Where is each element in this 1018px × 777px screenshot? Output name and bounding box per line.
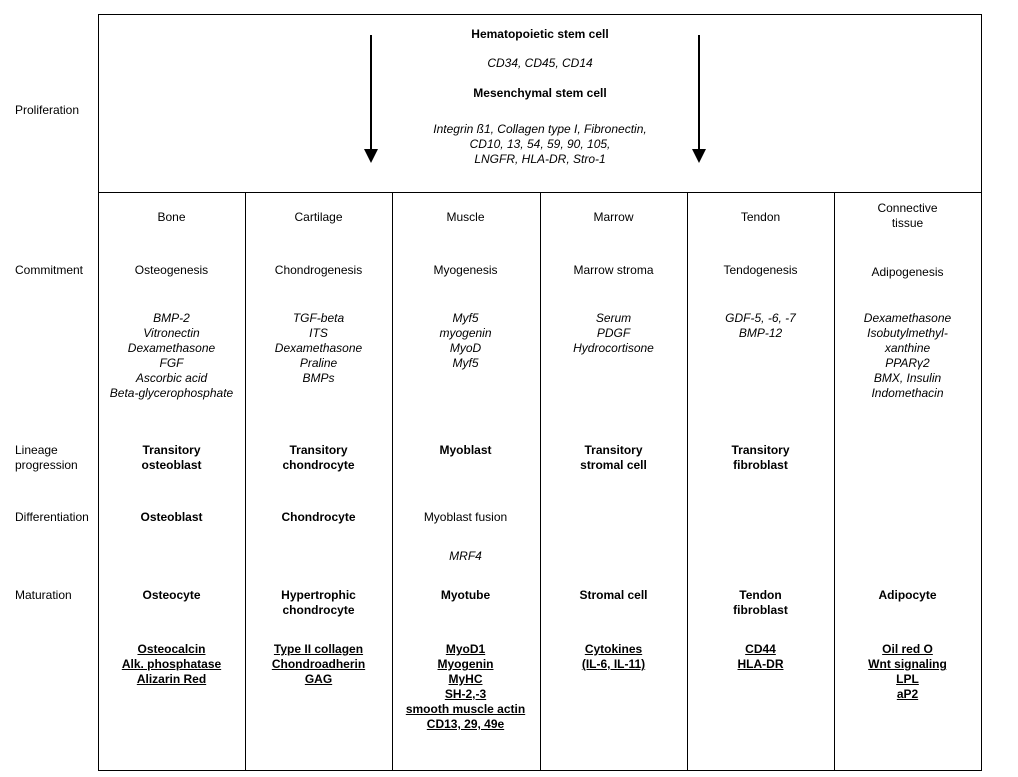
msc-markers-line-3: LNGFR, HLA-DR, Stro-1 xyxy=(474,152,606,166)
induction-factors xyxy=(540,311,687,356)
maturation-cell-line: Adipocyte xyxy=(878,588,937,602)
induction-factors-line: BMP-2 xyxy=(153,311,190,325)
tissue-label-line: Tendon xyxy=(740,210,781,224)
induction-factors-line: Myf5 xyxy=(452,356,479,370)
column-divider xyxy=(687,192,688,771)
commitment-label: Myogenesis xyxy=(433,263,498,277)
stage-label-commitment: Commitment xyxy=(15,263,84,277)
commitment-label: Adipogenesis xyxy=(871,265,944,279)
marker-list-line: aP2 xyxy=(896,687,919,701)
lineage-progression-cell-line: Transitory xyxy=(731,443,790,457)
induction-factors-line: Vitronectin xyxy=(143,326,200,340)
column-divider xyxy=(540,192,541,771)
induction-factors-line: xanthine xyxy=(884,341,931,355)
induction-factors-line: GDF-5, -6, -7 xyxy=(725,311,796,325)
induction-factors-line: myogenin xyxy=(439,326,492,340)
stage-label-lineage-line-1: Lineage xyxy=(15,443,58,457)
marker-list-line: MyoD1 xyxy=(445,642,486,656)
maturation-cell-line: chondrocyte xyxy=(282,603,355,617)
differentiation-factor: MRF4 xyxy=(449,549,482,563)
lineage-progression-cell-line: stromal cell xyxy=(580,458,647,472)
marker-list-line: Alizarin Red xyxy=(136,672,207,686)
left-arrow-shaft xyxy=(370,35,372,150)
induction-factors-line: PDGF xyxy=(596,326,631,340)
hsc-markers: CD34, CD45, CD14 xyxy=(487,56,593,70)
marker-list xyxy=(834,642,981,702)
stage-label-lineage-progression xyxy=(15,443,78,473)
maturation-cell-line: fibroblast xyxy=(733,603,788,617)
induction-factors-line: Hydrocortisone xyxy=(573,341,654,355)
lineage-progression-cell-line: Myoblast xyxy=(439,443,492,457)
marker-list xyxy=(392,642,539,732)
marker-list-line: smooth muscle actin xyxy=(405,702,526,716)
maturation-cell-line: Stromal cell xyxy=(579,588,648,602)
lineage-progression-cell-line: chondrocyte xyxy=(282,458,355,472)
maturation-cell xyxy=(834,588,981,603)
marker-list-line: Wnt signaling xyxy=(868,657,947,671)
marker-list-line: (IL-6, IL-11) xyxy=(581,657,646,671)
stage-label-maturation: Maturation xyxy=(15,588,72,602)
marker-list xyxy=(687,642,834,672)
marker-list xyxy=(245,642,392,687)
differentiation-cell: Myoblast fusion xyxy=(423,510,508,524)
induction-factors-line: Indomethacin xyxy=(871,386,944,400)
induction-factors-line: BMX, Insulin xyxy=(873,371,942,385)
msc-title: Mesenchymal stem cell xyxy=(473,86,607,100)
msc-markers-line-1: Integrin ß1, Collagen type I, Fibronectin, xyxy=(433,122,647,136)
lineage-progression-cell xyxy=(687,443,834,473)
tissue-label xyxy=(98,210,245,225)
marker-list-line: Type II collagen xyxy=(273,642,364,656)
marker-list-line: CD13, 29, 49e xyxy=(426,717,505,731)
commitment-label: Osteogenesis xyxy=(134,263,209,277)
lineage-progression-cell-line: Transitory xyxy=(289,443,348,457)
induction-factors-line: Isobutylmethyl- xyxy=(867,326,948,340)
maturation-cell-line: Tendon xyxy=(739,588,782,602)
maturation-cell-line: Hypertrophic xyxy=(281,588,356,602)
lineage-progression-cell xyxy=(392,443,539,458)
marker-list xyxy=(98,642,245,687)
lineage-progression-cell-line: osteoblast xyxy=(141,458,202,472)
right-arrow-head-icon xyxy=(692,149,706,163)
induction-factors-line: Serum xyxy=(595,311,632,325)
maturation-cell-line: Osteocyte xyxy=(142,588,201,602)
marker-list-line: CD44 xyxy=(745,642,776,656)
lineage-progression-cell-line: Transitory xyxy=(584,443,643,457)
induction-factors xyxy=(834,311,981,401)
induction-factors-line: ITS xyxy=(309,326,328,340)
induction-factors-line: BMPs xyxy=(302,371,335,385)
induction-factors-line: TGF-beta xyxy=(292,311,345,325)
commitment-label: Chondrogenesis xyxy=(274,263,363,277)
commitment-label: Tendogenesis xyxy=(723,263,798,277)
tissue-label xyxy=(687,210,834,225)
marker-list xyxy=(540,642,687,672)
stage-label-proliferation: Proliferation xyxy=(15,103,80,117)
stage-label-differentiation: Differentiation xyxy=(15,510,89,524)
marker-list-line: Cytokines xyxy=(584,642,643,656)
maturation-cell xyxy=(540,588,687,603)
marker-list-line: Osteocalcin xyxy=(137,642,206,656)
induction-factors-line: BMP-12 xyxy=(738,326,783,340)
tissue-label-line: Connective xyxy=(877,201,938,215)
induction-factors-line: PPARγ2 xyxy=(885,356,930,370)
marker-list-line: SH-2,-3 xyxy=(444,687,487,701)
lineage-progression-cell xyxy=(245,443,392,473)
marker-list-line: Oil red O xyxy=(882,642,933,656)
tissue-label xyxy=(245,210,392,225)
induction-factors xyxy=(392,311,539,371)
induction-factors-line: Beta-glycerophosphate xyxy=(109,386,234,400)
differentiation-cell: Osteoblast xyxy=(140,510,203,524)
tissue-label-line: Bone xyxy=(157,210,186,224)
tissue-label-line: Muscle xyxy=(446,210,485,224)
maturation-cell xyxy=(687,588,834,618)
lineage-progression-cell xyxy=(540,443,687,473)
lineage-progression-cell-line: Transitory xyxy=(142,443,201,457)
hsc-title: Hematopoietic stem cell xyxy=(471,27,609,41)
induction-factors-line: Myf5 xyxy=(452,311,479,325)
maturation-cell xyxy=(245,588,392,618)
marker-list-line: Myogenin xyxy=(437,657,494,671)
induction-factors-line: Ascorbic acid xyxy=(135,371,208,385)
msc-markers-line-2: CD10, 13, 54, 59, 90, 105, xyxy=(469,137,611,151)
marker-list-line: Chondroadherin xyxy=(271,657,366,671)
msc-markers xyxy=(400,122,680,167)
maturation-cell xyxy=(392,588,539,603)
marker-list-line: GAG xyxy=(304,672,333,686)
marker-list-line: MyHC xyxy=(448,672,483,686)
marker-list-line: HLA-DR xyxy=(737,657,784,671)
induction-factors xyxy=(687,311,834,341)
tissue-label xyxy=(392,210,539,225)
differentiation-cell: Chondrocyte xyxy=(281,510,356,524)
tissue-label-line: Marrow xyxy=(593,210,634,224)
induction-factors-line: Dexamethasone xyxy=(127,341,216,355)
tissue-label-line: tissue xyxy=(891,216,924,230)
maturation-cell-line: Myotube xyxy=(440,588,491,602)
lineage-progression-cell xyxy=(98,443,245,473)
induction-factors-line: MyoD xyxy=(449,341,482,355)
left-arrow-head-icon xyxy=(364,149,378,163)
induction-factors-line: FGF xyxy=(159,356,184,370)
tissue-label xyxy=(834,201,981,231)
tissue-label-line: Cartilage xyxy=(294,210,343,224)
marker-list-line: LPL xyxy=(896,672,919,686)
marker-list-line: Alk. phosphatase xyxy=(121,657,222,671)
maturation-cell xyxy=(98,588,245,603)
induction-factors-line: Praline xyxy=(299,356,338,370)
induction-factors-line: Dexamethasone xyxy=(863,311,952,325)
commitment-label: Marrow stroma xyxy=(573,263,654,277)
tissue-label xyxy=(540,210,687,225)
stage-label-lineage-line-2: progression xyxy=(15,458,78,472)
lineage-progression-cell-line: fibroblast xyxy=(733,458,788,472)
right-arrow-shaft xyxy=(698,35,700,150)
induction-factors xyxy=(245,311,392,386)
induction-factors xyxy=(98,311,245,401)
induction-factors-line: Dexamethasone xyxy=(274,341,363,355)
